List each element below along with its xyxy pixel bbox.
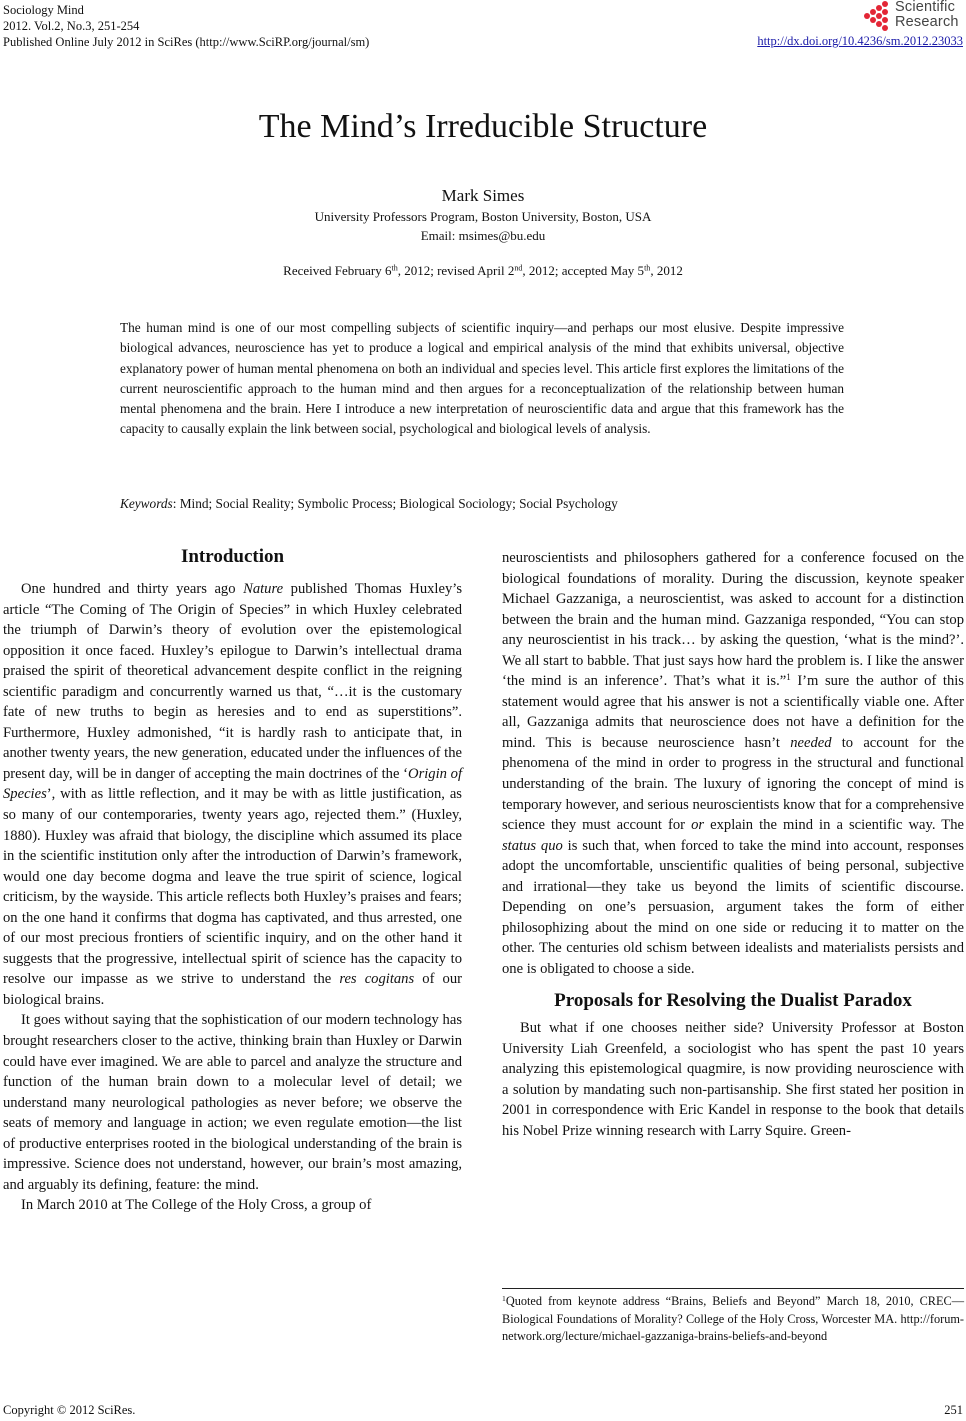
author-affiliation: University Professors Program, Boston University, Boston, USA — [314, 209, 652, 224]
abstract: The human mind is one of our most compelling subjects of scientific inquiry—and perhaps our most elusive. Despite impressive biological advances, neuroscience has yet to produce a logical and empirical analysis of the mind that exhibits universal, objective explanatory power of human mental phenomena on both an individual and species level. This article first explores the limitations of the current neuroscientific approach to the human mind and then argues for a reconceptualization of the relationship between human mental phenomena and the brain. Here I introduce a new interpretation of neuroscientific data and argue that this framework has the capacity to causally explain the link between social, psychological and biological levels of analysis. — [120, 320, 844, 437]
proposals-heading: Proposals for Resolving the Dualist Paradox — [554, 990, 912, 1012]
right-column — [502, 548, 964, 1141]
paragraph-1: One hundred and thirty years ago Nature published Thomas Huxley’s article “The Coming of The Origin of Species” in which Huxley celebrated the triumph of Darwin’s theory of evolution over the epistemological opposition it once faced. Huxley’s epilogue to Darwin’s intellectual drama praised the spirit of theoretical advancement despite conflict in the reigning scientific paradigm and concurrently warned us that, “…it is the customary fate of new truths to begin as heresies and to end as superstitions”. Furthermore, Huxley admonished, “it is hardly rash to anticipate that, in another twenty years, the new generation, educated under the influences of the present day, will be in danger of accepting the main doctrines of the ‘Origin of Species’, with as little reflection, and it may be with as little justification, as so many of our contemporaries, twenty years ago, rejected them.” (Huxley, 1880). Huxley was afraid that biology, the discipline which assumed its place in the scientific institution only after the introduction of Darwin’s framework, would one day become dogma and leave the true spirit of science, logical criticism, by the wayside. This article reflects both Huxley’s praises and fears; on the one hand it confirms that dogma has captivated, and thus arrested, one of our most precious frontiers of scientific inquiry, and on the other hand it suggests that the progressive, intellectual spirit of science has the capacity to resolve our impasse as we strive to understand the res cogitans of our biological brains. — [3, 581, 463, 1008]
doi-link[interactable]: http://dx.doi.org/10.4236/sm.2012.23033 — [757, 34, 963, 48]
footnote-number: 1 — [502, 1293, 506, 1303]
scientific-research-logo — [859, 0, 963, 32]
journal-header — [3, 2, 369, 50]
footnote-divider — [502, 1288, 964, 1289]
paragraph-2: It goes without saying that the sophistication of our modern technology has brought researchers closer to the active, thinking brain than Huxley or Darwin could have ever imagined. We are able to parcel and analyze the structure and function of the human brain down to a molecular level of detail; we understand many neurological pathologies as never before; we observe the seats of memory and language in action; we even regulate emotion—the list of productive enterprises rooted in the biological understanding of the brain is impressive. Science does not understand, however, our brain’s most amazing, and arguably its defining, feature: the mind. — [3, 1012, 462, 1193]
logo-dots-icon — [859, 0, 893, 32]
author-name: Mark Simes — [441, 186, 525, 205]
paragraph-4: But what if one chooses neither side? University Professor at Boston University Liah Greenfeld, a sociologist who has spent the past 10 years analyzing this epistemological quagmire, is now providing neuroscience with a solution by mandating such non-partisanship. She first stated her position in 2001 in correspondence with Eric Kandel in response to the book that details his Nobel Prize winning research with Larry Squire. Green- — [502, 1020, 964, 1139]
keywords — [120, 494, 844, 514]
journal-name: Sociology Mind — [3, 3, 84, 17]
keywords-list: : Mind; Social Reality; Symbolic Process; Biological Sociology; Social Psychology — [172, 496, 618, 511]
journal-volume: 2012. Vol.2, No.3, 251-254 — [3, 19, 140, 33]
footnote-ref: 1 — [786, 672, 791, 683]
paragraph-3-start: In March 2010 at The College of the Holy Cross, a group of — [21, 1197, 372, 1214]
copyright: Copyright © 2012 SciRes. — [3, 1403, 136, 1417]
paragraph-3-continued: neuroscientists and philosophers gathered for a conference focused on the biological foundations of morality. During the discussion, keynote speaker Michael Gazzaniga, a neuroscientist, was asked to account for a distinction between the brain and the human mind. Gazzaniga responded, “You can stop any neuroscientist in his track… by asking the question, ‘what is the mind?’. We all start to babble. That just says how hard the problem is. I like the answer ‘the mind is an inference’. That’s what it is.”$^1$ I’m sure the author of this statement would agree that his answer is not a scientifically viable one. After all, Gazzaniga admits that neuroscience does not have a definition for the mind. This is because neuroscience hasn’t needed to account for the phenomena of the mind in order to progress in the structural and functional understanding of the brain. The luxury of ignoring the concept of mind is temporary however, and serious neuroscientists know that for a comprehensive science they must account for or explain the mind in a scientific way. The status quo is such that, when forced to take the mind into account, responses adopt the uncomfortable, unscientific qualities of being personal, subjective and irrational—they take us beyond the limits of scientific discourse. Depending on one’s persuasion, argument takes the form of either philosophizing about the mind on one side or reducing it to matter on the other. The centuries old schism between idealists and materialists persists and one is obligated to choose a side. — [502, 550, 964, 977]
footnote-text: Quoted from keynote address “Brains, Beliefs and Beyond” March 18, 2010, CREC—Biological Foundations of Morality? College of the Holy Cross, Worcester MA. http://forum-network.org/lecture/michael-gazzaniga-brains-beliefs-and-beyond — [502, 1294, 964, 1343]
keywords-label: Keywords — [120, 496, 173, 511]
author-email: Email: msimes@bu.edu — [420, 228, 546, 243]
page-number: 251 — [944, 1403, 963, 1417]
introduction-heading: Introduction — [180, 546, 285, 567]
logo-text-scientific: Scientific — [895, 0, 956, 15]
left-column — [3, 579, 462, 1216]
doi-container — [757, 34, 963, 49]
article-title: The Mind’s Irreducible Structure — [258, 108, 708, 145]
logo-text-research: Research — [895, 14, 959, 30]
published-online: Published Online July 2012 in SciRes (http://www.SciRP.org/journal/sm) — [3, 35, 370, 49]
footnote — [502, 1293, 964, 1346]
received-dates: Received February 6th, 2012; revised April 2nd, 2012; accepted May 5th, 2012 — [283, 263, 683, 278]
